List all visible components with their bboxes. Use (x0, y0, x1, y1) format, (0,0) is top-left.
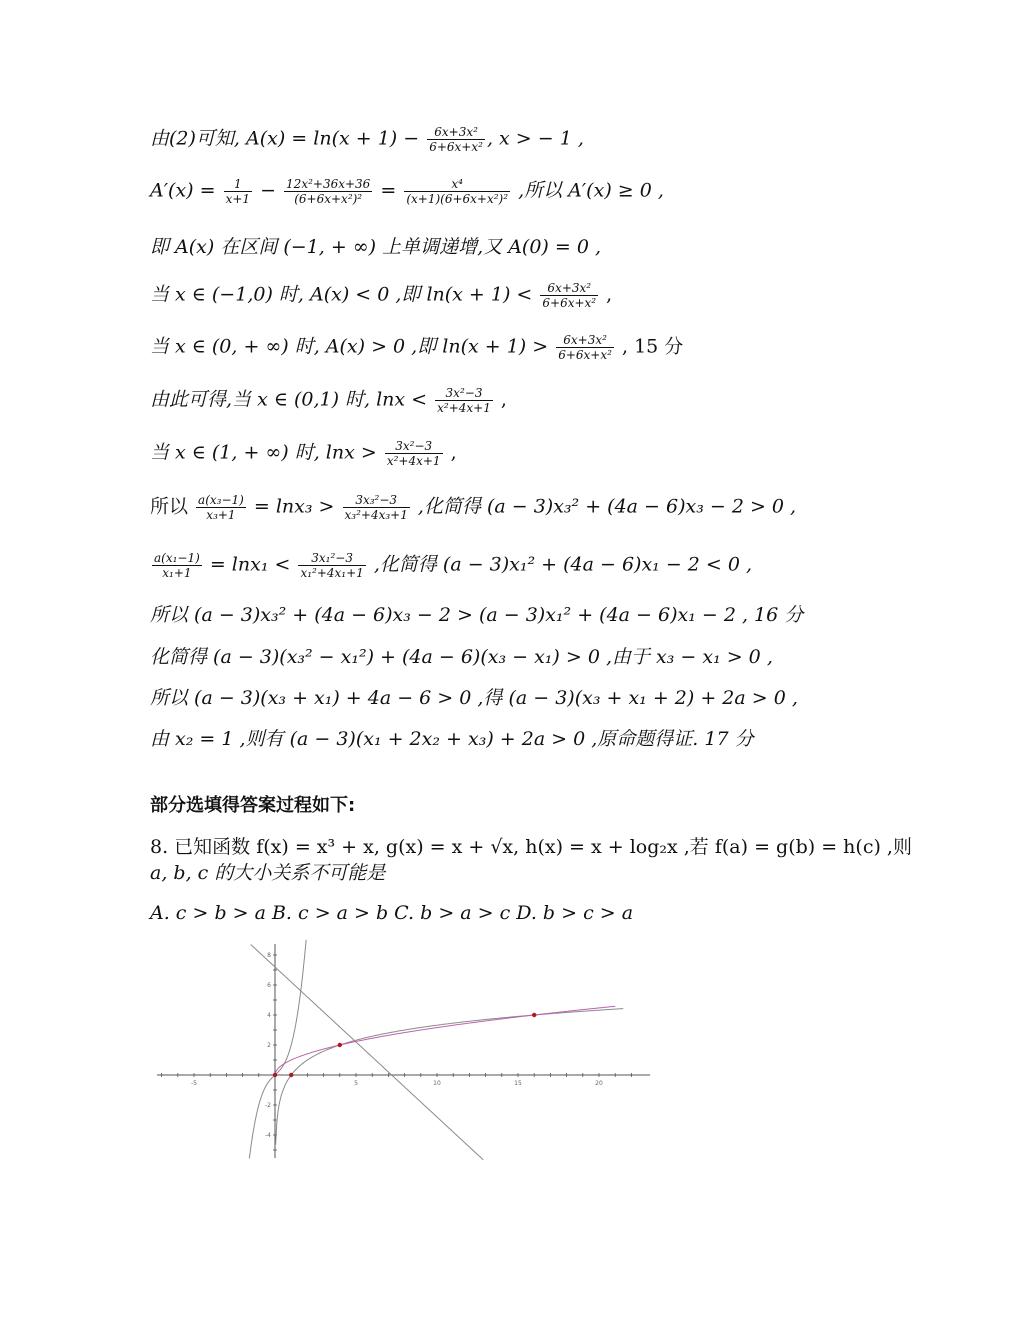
solution-line-6: 由此可得,当 x ∈ (0,1) 时, lnx < $\frac{\text{3x²−3}}{\text{x²+4x+1}}$ , (150, 386, 507, 415)
solution-line-11: 化简得 (a − 3)(x₃² − x₁²) + (4a − 6)(x₃ − x₁) > 0 ,由于 x₃ − x₁ > 0 , (150, 646, 773, 668)
fraction: $\frac{\text{a(x₃−1)}}{\text{x₃+1}}$ (198, 493, 244, 522)
y-tick-label: 6 (267, 982, 271, 989)
solution-line-7: 当 x ∈ (1, + ∞) 时, lnx > $\frac{\text{3x²−3}}{\text{x²+4x+1}}$ , (150, 439, 457, 468)
question-8-line-2: a, b, c 的大小关系不可能是 (150, 862, 386, 884)
fraction: $\frac{\text{12x²+36x+36}}{\text{(6+6x+x²)²}}$ (286, 177, 371, 206)
fraction: $\frac{\text{6x+3x²}}{\text{6+6x+x²}}$ (429, 125, 483, 154)
fraction: $\frac{\text{6x+3x²}}{\text{6+6x+x²}}$ (558, 333, 612, 362)
solution-line-8: 所以 $\frac{\text{a(x₃−1)}}{\text{x₃+1}}$ = lnx₃ > $\frac{\text{3x₃²−3}}{\text{x₃²+4x₃+1}}$ ,化简得 (a − 3)x₃² + (4a − 6)x₃ − 2 > 0 , (150, 493, 797, 522)
solution-line-3: 即 A(x) 在区间 (−1, + ∞) 上单调递增,又 A(0) = 0 , (150, 236, 602, 258)
function-graph (155, 938, 655, 1160)
x-tick-label: 20 (595, 1080, 603, 1087)
answer-options: A. c > b > a B. c > a > b C. b > a > c D. b > c > a (150, 902, 634, 924)
question-8-line-1: 8. 已知函数 f(x) = x³ + x, g(x) = x + √x, h(x) = x + log₂x ,若 f(a) = g(b) = h(c) ,则 (150, 836, 912, 858)
curve-g (275, 1006, 615, 1075)
fraction: $\frac{\text{a(x₁−1)}}{\text{x₁+1}}$ (154, 551, 200, 580)
x-tick-label: 5 (354, 1080, 358, 1087)
solution-line-13: 由 x₂ = 1 ,则有 (a − 3)(x₁ + 2x₂ + x₃) + 2a > 0 ,原命题得证. 17 分 (150, 728, 754, 750)
fraction: $\frac{1}{x+1}$ (225, 177, 251, 206)
solution-line-10: 所以 (a − 3)x₃² + (4a − 6)x₃ − 2 > (a − 3)x₁² + (4a − 6)x₁ − 2 , 16 分 (150, 604, 804, 626)
x-tick-label: 15 (514, 1080, 522, 1087)
intersection-point (532, 1013, 536, 1017)
section-heading: 部分选填得答案过程如下: (150, 795, 356, 816)
graph-curves (249, 940, 623, 1160)
y-tick-label: -2 (265, 1102, 271, 1109)
intersection-point (338, 1043, 342, 1047)
x-ticks (191, 1080, 603, 1087)
fraction: $\frac{\text{6x+3x²}}{\text{6+6x+x²}}$ (542, 281, 597, 310)
solution-line-12: 所以 (a − 3)(x₃ + x₁) + 4a − 6 > 0 ,得 (a − 3)(x₃ + x₁ + 2) + 2a > 0 , (150, 687, 798, 709)
y-tick-label: -4 (265, 1132, 271, 1139)
graph-points (273, 1013, 537, 1077)
solution-line-1: 由(2)可知, A(x) = ln(x + 1) − $\frac{\text{6x+3x²}}{\text{6+6x+x²}}$ , x > − 1 , (150, 125, 584, 154)
intersection-point (289, 1073, 293, 1077)
solution-line-2: A′(x) = $\frac{1}{x+1}$ − $\frac{\text{12x²+36x+36}}{\text{(6+6x+x²)²}}$ = $\frac{\text{x⁴}}{\text{(x+1)(6+6x+x²)²}}$ ,所以 A′(x) ≥ 0 , (150, 177, 664, 206)
curve-h (276, 1009, 624, 1145)
fraction: $\frac{\text{3x₃²−3}}{\text{x₃²+4x₃+1}}$ (344, 493, 408, 522)
fraction: $\frac{\text{x⁴}}{\text{(x+1)(6+6x+x²)²}}$ (406, 177, 509, 206)
graph-axes (157, 944, 650, 1158)
line-y (251, 945, 484, 1160)
y-ticks (265, 952, 271, 1139)
fraction: $\frac{\text{3x²−3}}{\text{x²+4x+1}}$ (386, 439, 441, 468)
y-tick-label: 4 (267, 1012, 271, 1019)
y-tick-label: 8 (267, 952, 271, 959)
curve-f (249, 940, 306, 1159)
solution-line-9: $\frac{\text{a(x₁−1)}}{\text{x₁+1}}$ = lnx₁ < $\frac{\text{3x₁²−3}}{\text{x₁²+4x₁+1}}$ ,化简得 (a − 3)x₁² + (4a − 6)x₁ − 2 < 0 , (154, 551, 753, 580)
solution-line-4: 当 x ∈ (−1,0) 时, A(x) < 0 ,即 ln(x + 1) < $\frac{\text{6x+3x²}}{\text{6+6x+x²}}$ , (150, 281, 613, 310)
x-tick-label: -5 (191, 1080, 197, 1087)
solution-line-5: 当 x ∈ (0, + ∞) 时, A(x) > 0 ,即 ln(x + 1) > $\frac{\text{6x+3x²}}{\text{6+6x+x²}}$ , 15 分 (150, 333, 684, 362)
fraction: $\frac{\text{3x₁²−3}}{\text{x₁²+4x₁+1}}$ (300, 551, 364, 580)
fraction: $\frac{\text{3x²−3}}{\text{x²+4x+1}}$ (437, 386, 491, 415)
intersection-point (273, 1073, 277, 1077)
x-tick-label: 10 (433, 1080, 441, 1087)
y-tick-label: 2 (267, 1042, 271, 1049)
